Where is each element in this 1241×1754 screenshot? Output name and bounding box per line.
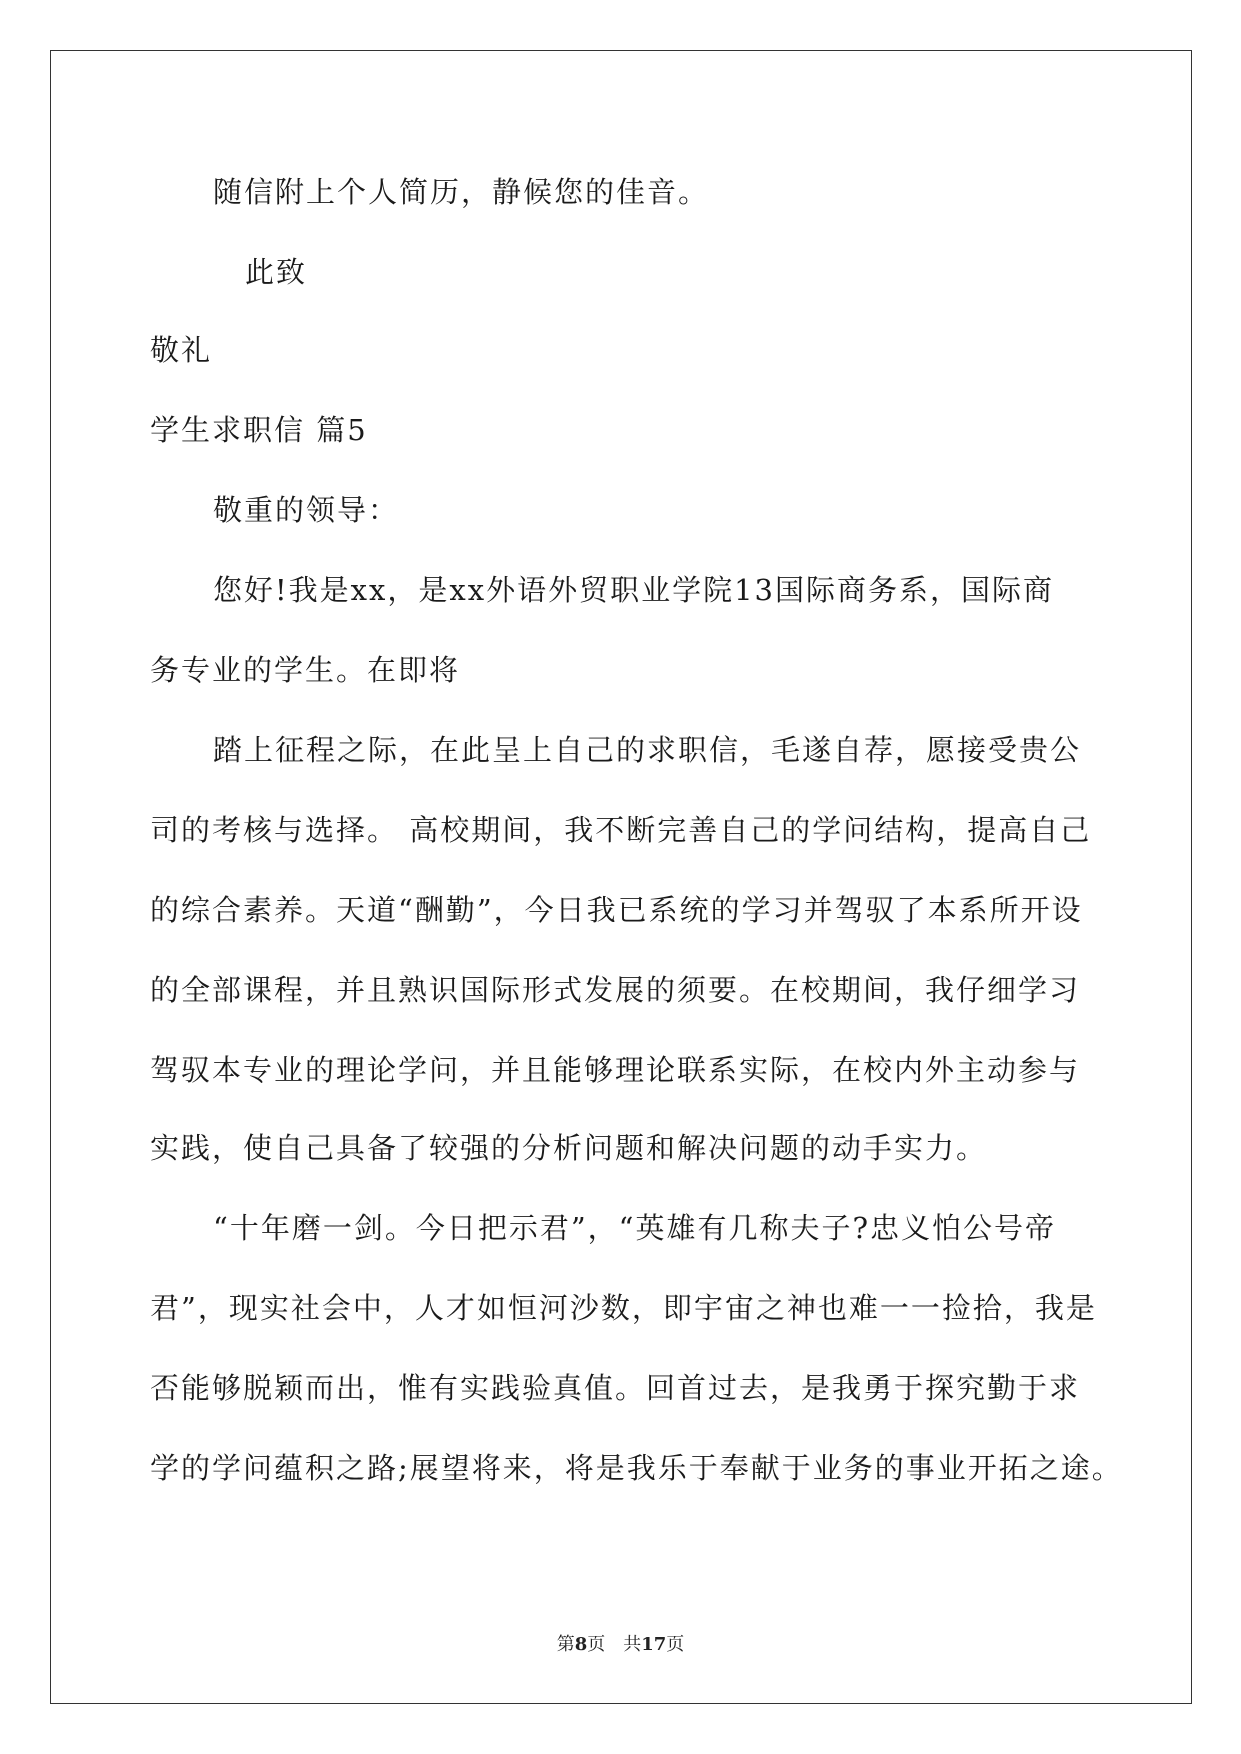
page-current: 8 [574,1634,588,1655]
paragraph-line: 学的学问蕴积之路;展望将来，将是我乐于奉献于业务的事业开拓之途。 [150,1451,1123,1485]
closing-salutation: 此致 [245,255,308,289]
paragraph-line: 务专业的学生。在即将 [150,653,461,687]
paragraph-line: 驾驭本专业的理论学问，并且能够理论联系实际，在校内外主动参与 [150,1053,1081,1087]
paragraph-line: 否能够脱颖而出，惟有实践验真值。回首过去，是我勇于探究勤于求 [150,1371,1081,1405]
paragraph-line: 的综合素养。天道“酬勤”，今日我已系统的学习并驾驭了本系所开设 [150,893,1083,927]
paragraph-line: 踏上征程之际，在此呈上自己的求职信，毛遂自荐，愿接受贵公 [213,733,1082,767]
page-prefix: 第 [556,1634,575,1655]
page-suffix: 页 [666,1634,685,1655]
page-mid: 页 共 [587,1634,642,1655]
greeting: 敬重的领导： [213,493,400,527]
page-total: 17 [641,1634,667,1655]
paragraph-line: 您好!我是xx，是xx外语外贸职业学院13国际商务系，国际商 [213,573,1054,607]
paragraph-line: 随信附上个人简历，静候您的佳音。 [213,175,710,209]
closing-regards: 敬礼 [150,333,213,367]
paragraph-line: 司的考核与选择。 高校期间，我不断完善自己的学问结构，提高自己 [150,813,1092,847]
section-title: 学生求职信 篇5 [150,413,368,447]
paragraph-line: 君”，现实社会中，人才如恒河沙数，即宇宙之神也难一一捡拾，我是 [150,1291,1097,1325]
paragraph-line: 实践，使自己具备了较强的分析问题和解决问题的动手实力。 [150,1131,988,1165]
page-footer [0,1633,1241,1657]
paragraph-line: 的全部课程，并且熟识国际形式发展的须要。在校期间，我仔细学习 [150,973,1081,1007]
paragraph-line: “十年磨一剑。今日把示君”，“英雄有几称夫子?忠义怕公号帝 [213,1211,1057,1245]
